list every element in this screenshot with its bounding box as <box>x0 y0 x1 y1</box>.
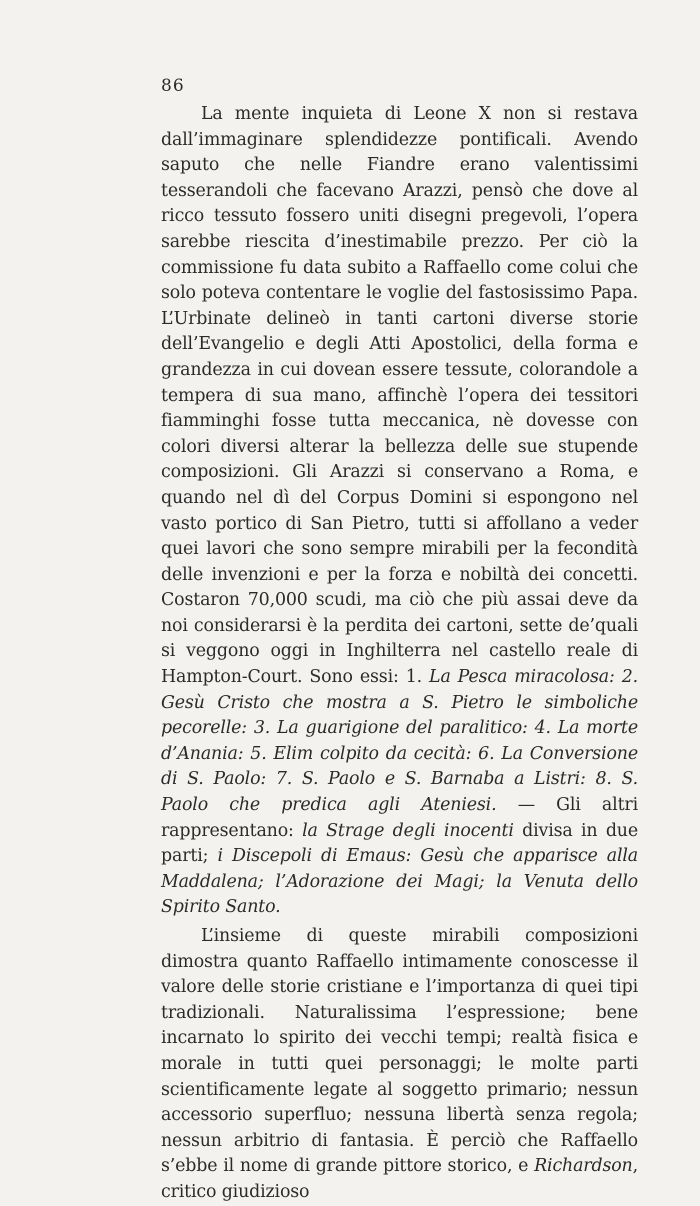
italic-title-list: i Discepoli di Emaus: Gesù che apparisce alla Maddalena; l’Adorazione dei Magi; la Venuta dello Spirito Santo. <box>161 846 638 918</box>
italic-title: la Strage degli inocenti <box>302 820 514 841</box>
author-name-italic: Richardson <box>534 1156 633 1177</box>
text-run: , critico giudizioso <box>161 1156 638 1202</box>
text-run: — Gli altri rappresentano: <box>161 795 638 841</box>
tapestry-list-italic: La Pesca miracolosa: 2. Gesù Cristo che mostra a S. Pietro le simboliche pecorelle: 3. La guarigione del paralitico: 4. La morte d’Anania: 5. Elim colpito da cecità: 6. La Conversione di S. Paolo: 7. S. Paolo e S. Barnaba a Listri: 8. S. Paolo che predica agli Ateniesi. <box>161 667 638 816</box>
text-run: La mente inquieta di Leone X non si restava dall’immaginare splendidezze pontificali. Avendo saputo che nelle Fiandre erano valentissimi tesserandoli che facevano Arazzi, pensò che dove al ricco tessuto fossero uniti disegni pregevoli, l’opera sarebbe riescita d’inestimabile prezzo. Per ciò la commissione fu data subito a Raffaello come colui che solo poteva contentare le voglie del fastosissimo Papa. L’Urbinate delineò in tanti cartoni diverse storie dell’Evangelio e degli Atti Apostolici, della forma e grandezza in cui dovean essere tessute, colorandole a tempera di sua mano, affinchè l’opera dei tessitori fiamminghi fosse tutta meccanica, nè dovesse con colori diversi alterar la bellezza delle sue stupende composizioni. Gli Arazzi si conservano a Roma, e quando nel dì del Corpus Domini si espongono nel vasto portico di San Pietro, tutti si affollano a veder quei lavori che sono sempre mirabili per la fecondità delle invenzioni e per la forza e nobiltà dei concetti. Costaron 70,000 scudi, ma ciò che più assai deve da noi considerarsi è la perdita dei cartoni, sette de’quali si veggono oggi in Inghilterra nel castello reale di Hampton-Court. Sono essi: 1. <box>161 104 638 688</box>
paragraph-insieme <box>161 924 638 1206</box>
paragraph-arazzi <box>161 102 638 921</box>
page-number: 86 <box>161 76 185 96</box>
text-run: divisa in due parti; <box>161 820 639 867</box>
text-run: L’insieme di queste mirabili composizioni dimostra quanto Raffaello intimamente conoscesse il valore delle storie cristiane e l’importanza di quei tipi tradizionali. Naturalissima l’espressione; bene incarnato lo spirito dei vecchi tempi; realtà fisica e morale in tutti quei personaggi; le molte parti scientificamente legate al soggetto primario; nessun accessorio superfluo; nessuna libertà senza regola; nessun arbitrio di fantasia. È perciò che Raffaello s’ebbe il nome di grande pittore storico, e <box>161 926 638 1177</box>
